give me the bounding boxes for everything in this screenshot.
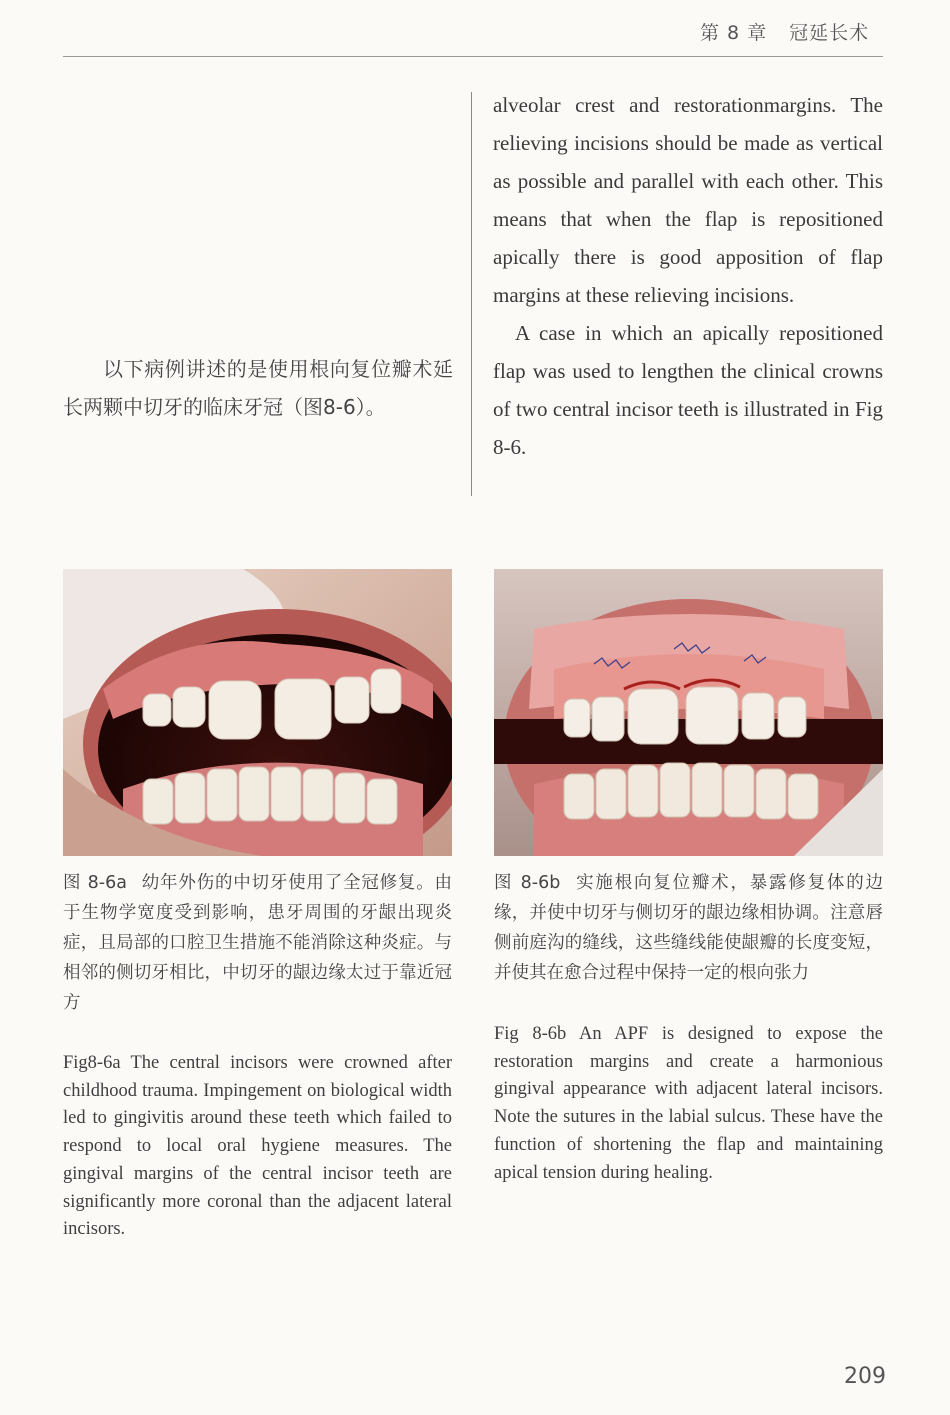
body-paragraph-1: alveolar crest and restorationmargins. The relieving incisions should be made as vertical as possible and parallel with each other. This means that when the flap is repositioned apically there is good apposition of flap margins at these relieving incisions. — [493, 93, 883, 307]
figure-8-6b-label-english: Fig 8-6b — [494, 1024, 567, 1044]
body-english — [493, 86, 883, 466]
chapter-number: 第 8 章 — [700, 22, 768, 44]
column-divider — [471, 92, 472, 496]
figure-8-6a-text-chinese: 幼年外伤的中切牙使用了全冠修复。由于生物学宽度受到影响，患牙周围的牙龈出现炎症，且局部的口腔卫生措施不能消除这种炎症。与相邻的侧切牙相比，中切牙的龈边缘太过于靠近冠方 — [63, 873, 453, 1013]
figure-8-6b-text-english: An APF is designed to expose the restoration margins and create a harmonious gingival appearance with adjacent lateral incisors. Note the sutures in the labial sulcus. These have the function of shortening the flap and maintaining apical tension during healing. — [494, 1024, 884, 1183]
figure-8-6b-caption-chinese — [494, 868, 883, 988]
running-header — [700, 18, 890, 48]
figure-8-6b-photo — [494, 569, 883, 856]
figure-8-6b-caption-english — [494, 1021, 883, 1187]
figure-8-6a-photo — [63, 569, 452, 856]
intro-chinese: 以下病例讲述的是使用根向复位瓣术延长两颗中切牙的临床牙冠（图8-6）。 — [63, 357, 453, 419]
figure-8-6b-text-chinese: 实施根向复位瓣术，暴露修复体的边缘，并使中切牙与侧切牙的龈边缘相协调。注意唇侧前庭沟的缝线，这些缝线能使龈瓣的长度变短，并使其在愈合过程中保持一定的根向张力 — [494, 873, 883, 983]
figure-8-6a-caption-chinese — [63, 868, 452, 1018]
page-number: 209 — [844, 1364, 886, 1389]
figure-8-6a-caption-english — [63, 1050, 452, 1244]
figure-8-6a-text-english: The central incisors were crowned after childhood trauma. Impingement on biological width led to gingivitis around these teeth which failed to respond to local oral hygiene measures. The gingival margins of the central incisor teeth are significantly more coronal than the adjacent lateral incisors. — [63, 1053, 452, 1240]
figure-8-6a-label-chinese: 图 8-6a — [63, 873, 127, 893]
figure-8-6b-label-chinese: 图 8-6b — [494, 873, 561, 893]
chapter-title: 冠延长术 — [789, 22, 870, 44]
figure-8-6a-label-english: Fig8-6a — [63, 1053, 121, 1073]
header-rule — [63, 56, 883, 57]
body-paragraph-2: A case in which an apically repositioned flap was used to lengthen the clinical crowns of two central incisor teeth is illustrated in Fig 8-6. — [493, 321, 883, 459]
